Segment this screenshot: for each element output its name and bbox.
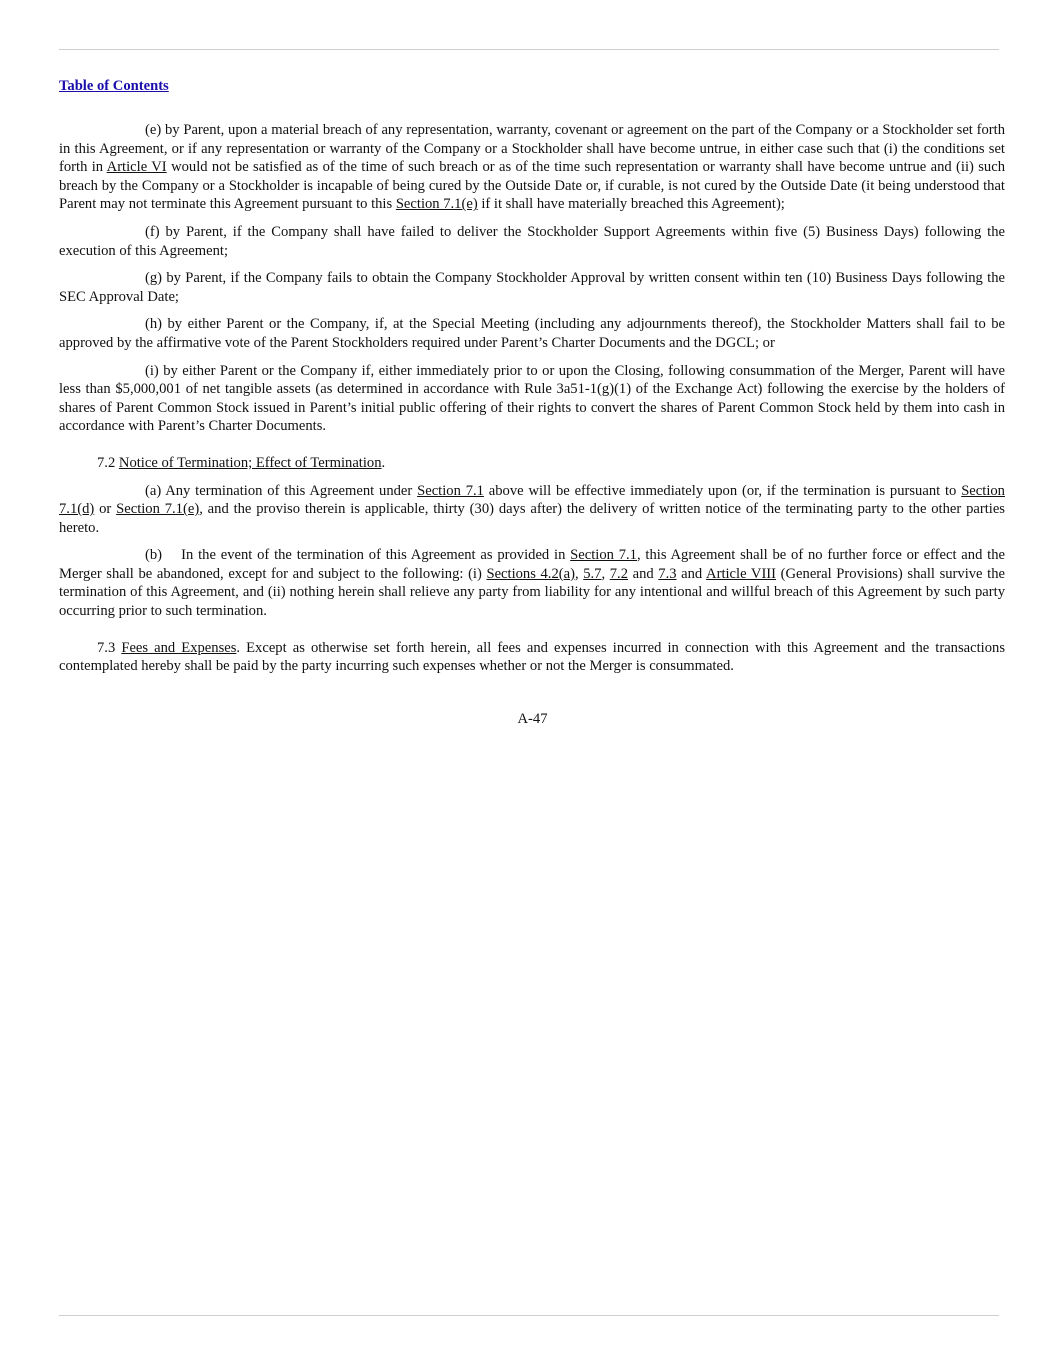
top-divider <box>59 49 999 50</box>
paragraph-7-1-e <box>59 121 1005 214</box>
text: . Except as otherwise set forth herein, all fees and expenses incurred in connection with this Agreement and the transactions contemplated hereby shall be paid by the party incurring such expenses whether or not the Merger is consummated. <box>59 639 1005 675</box>
section-7-1-link[interactable]: Section 7.1 <box>570 547 637 564</box>
paragraph-7-1-h: (h) by either Parent or the Company, if, at the Special Meeting (including any adjournments thereof), the Stockholder Matters shall fail to be approved by the affirmative vote of the Parent Stockholders required under Parent’s Charter Documents and the DGCL; or <box>59 316 1005 351</box>
section-7-1-link[interactable]: Section 7.1 <box>417 482 484 499</box>
section-7-2-link[interactable]: 7.2 <box>609 565 628 582</box>
text: (a) Any termination of this Agreement under <box>145 482 413 499</box>
section-7-1-e-link[interactable]: Section 7.1(e) <box>395 196 478 213</box>
section-5-7-link[interactable]: 5.7 <box>583 565 602 582</box>
text: (e) by Parent, upon a material breach of any representation, warranty, covenant or agreement on the part of the Company or a Stockholder set forth in this Agreement, or if any representation or warranty of the Company or a Stockholder shall have become untrue, in either case such that (i) the conditions set forth in <box>59 122 1005 176</box>
section-7-2-heading: 7.2 Notice of Termination; Effect of Termination. <box>97 454 386 471</box>
paragraph-7-2-a <box>59 482 1005 538</box>
text: above will be effective immediately upon (or, if the termination is pursuant to <box>488 482 957 499</box>
section-7-1-e-link[interactable]: Section 7.1(e) <box>116 501 200 518</box>
paragraph-7-1-i: (i) by either Parent or the Company if, either immediately prior to or upon the Closing, following consummation of the Merger, Parent will have less than $5,000,001 of net tangible assets (as determined in accordance with Rule 3a51-1(g)(1) of the Exchange Act) following the exercise by the holders of shares of Parent Common Stock issued in Parent’s initial public offering of their rights to convert the shares of Parent Common Stock held by them into cash in accordance with Parent’s Charter Documents. <box>59 362 1005 435</box>
paragraph-7-1-g: (g) by Parent, if the Company fails to obtain the Company Stockholder Approval by written consent within ten (10) Business Days following the SEC Approval Date; <box>59 270 1005 305</box>
table-of-contents-link[interactable]: Table of Contents <box>59 78 169 94</box>
text: , <box>574 565 579 582</box>
section-number: 7.2 <box>97 454 116 471</box>
bottom-divider <box>59 1315 999 1316</box>
sections-4-2-a-link[interactable]: Sections 4.2(a) <box>486 565 575 582</box>
page-number: A-47 <box>517 711 548 727</box>
section-title: Fees and Expenses <box>121 639 237 656</box>
document-body <box>59 121 1005 676</box>
paragraph-7-1-f: (f) by Parent, if the Company shall have failed to deliver the Stockholder Support Agreements within five (5) Business Days) following the execution of this Agreement; <box>59 223 1005 259</box>
text: or <box>99 501 112 518</box>
text: would not be satisfied as of the time of such breach or as of the time such representation or warranty shall have become untrue and (ii) such breach by the Company or a Stockholder is incapable of being cured by the Outside Date or, if curable, is not cured by the Outside Date (it being understood that Parent may not terminate this Agreement pursuant to this <box>59 159 1006 213</box>
text: and <box>632 565 654 582</box>
article-viii-link[interactable]: Article VIII <box>706 565 777 582</box>
paragraph-7-2-b <box>59 546 1005 620</box>
text: and <box>681 565 703 582</box>
section-7-1-d-link[interactable]: Section 7.1(d) <box>59 482 1005 518</box>
section-title: Notice of Termination; Effect of Termination <box>118 454 382 471</box>
text: , and the proviso therein is applicable, thirty (30) days after) the delivery of written notice of the terminating party to the other parties hereto. <box>59 501 1005 536</box>
section-number: 7.3 <box>97 639 116 656</box>
article-vi-link[interactable]: Article VI <box>106 159 167 176</box>
text: , this Agreement shall be of no further force or effect and the Merger shall be abandoned, except for and subject to the following: (i) <box>59 547 1005 582</box>
section-7-3-link[interactable]: 7.3 <box>658 565 677 582</box>
text: , <box>601 565 606 582</box>
text: (General Provisions) shall survive the termination of this Agreement, and (ii) nothing herein shall relieve any party from liability for any intentional and willful breach of this Agreement by such party occurring prior to such termination. <box>59 565 1005 620</box>
section-7-3-paragraph <box>59 639 1005 676</box>
text: if it shall have materially breached this Agreement); <box>481 196 785 213</box>
text: (b) In the event of the termination of this Agreement as provided in <box>145 547 566 564</box>
